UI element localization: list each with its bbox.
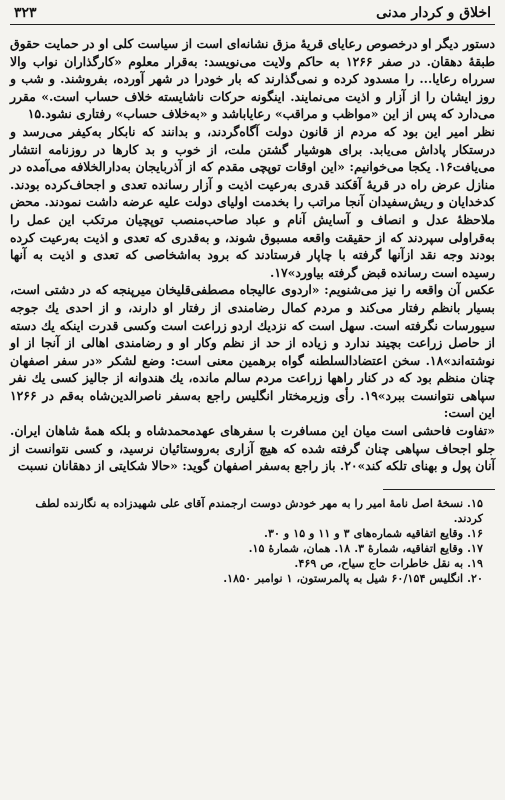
paragraph-1: دستور دیگر او درخصوص رعایای قریهٔ مزق نشانه‌ای است از سیاست کلی او در حمایت حقوق طبقهٔ دهقان. در صفر ۱۲۶۶ به حاکم ولایت می‌نویسد: به‌قرار معلوم «کارگذاران نواب والا سرراه رعایا... را مسدود کرده و نمی‌گذارند که بار خودرا در شهر آورده، بفروشند. و شب و روز ایشان را از آزار و اذیت می‌نمایند. اینگونه حرکات ناشایسته خلاف حساب است.» مقرر می‌دارد که پس از این «مواظب و مراقب» رعایاباشد و «به‌خلاف حساب» رفتاری نشود.۱۵: [10, 36, 496, 122]
paragraph-2: نظر امیر این بود که مردم از قانون دولت آگاه‌گردند، و بدانند که نابکار به‌کیفر می‌رسد و درستکار پاداش می‌یابد. برای هوشیار گشتن ملت، از خوب و بد کارها در روزنامه انتشار می‌یافت۱۶. یکجا می‌خوانیم: «این اوقات توپچی مقدم که از آذربایجان به‌دارالخلافه می‌آمده در منازل عرض راه در قریهٔ آقکند قدری به‌رعیت اذیت و آزار رسانده تعدی و اجحاف‌کرده بودند. کدخدایان و ریش‌سفیدان آنجا مراتب را بخدمت اولیای دولت علیه عرضه داشت نمودند. محض ملاحظهٔ عدل و انصاف و آسایش آنام و عباد صاحب‌منصب توپچیان مرتکب این عمل را به‌قراولی سپردند که از حقیقت واقعه مسبوق شوند، و به‌قدری که تعدی و اذیت به‌رعیت کرده بودند وجه نقد ازآنها گرفته با چاپار فرستادند که برود به‌اشخاصی که تعدی و اذیت به آنها رسیده است رسانده قبض گرفته بیاورد»۱۷.: [10, 123, 495, 280]
footnotes: [10, 496, 495, 586]
footnote-16: ۱۶. وقایع اتفاقیه شماره‌های ۳ و ۱۱ و ۱۵ و ۳۰.: [264, 525, 483, 540]
body-text: [10, 35, 495, 475]
running-title: اخلاق و کردار مدنی: [376, 5, 491, 21]
footnote-20: ۲۰. انگلیس ۶۰/۱۵۴ شیل به پالمرستون، ۱ نوامبر ۱۸۵۰.: [223, 570, 483, 585]
footnote-19: ۱۹. به نقل خاطرات حاج سیاح، ص ۴۶۹.: [294, 555, 483, 570]
footnote-separator: [383, 489, 495, 490]
running-header: [10, 4, 495, 25]
paragraph-3: عکس آن واقعه را نیز می‌شنویم: «اردوی عالیجاه مصطفی‌قلیخان میرپنجه که در دشتی است، بسیار بانظم رفتار می‌کند و مردم کمال رضامندی از رفتار او دارند، و از احدی یك جوجه سیورسات نگرفته است. سهل است که نزدیك اردو زراعت است وکسی قدرت اینکه یك دسته از حاصل زراعت بچیند ندارد و زیاده از حد از نظم وکار او و رضامندی اهالی از آنجا از او نوشته‌اند»۱۸. سخن اعتضادالسلطنه گواه برهمین معنی است: وضع لشکر «در سفر اصفهان چنان منظم بود که در کنار راهها زراعت مردم سالم مانده، یك هندوانه از جالیز کسی یك نفر سپاهی نتوانست ببرد»۱۹. رأی وزیرمختار انگلیس راجع به‌سفر ناصرالدین‌شاه به‌قم در ۱۲۶۶ این است:: [10, 282, 495, 421]
footnote-17-18: ۱۷. وقایع اتفاقیه، شمارهٔ ۳. ۱۸. همان، شمارهٔ ۱۵.: [248, 540, 483, 555]
paragraph-4: «تفاوت فاحشی است میان این مسافرت با سفرهای عهدمحمدشاه و بلکه همهٔ شاهان ایران. جلو اجحاف سپاهی چنان گرفته شده که هیچ آزاری به‌روستائیان نرسید، و کسی نتوانست از آنان پول و بهنای تلکه کند»۲۰. باز راجع به‌سفر اصفهان گوید: «حالا شکایتی از دهقانان نسبت: [10, 423, 495, 474]
page-number: ۳۲۳: [14, 5, 37, 21]
footnote-15: ۱۵. نسخهٔ اصل نامهٔ امیر را به مهر خودش دوست ارجمندم آقای علی شهیدزاده به نگارنده لطف کردند.: [35, 495, 483, 525]
